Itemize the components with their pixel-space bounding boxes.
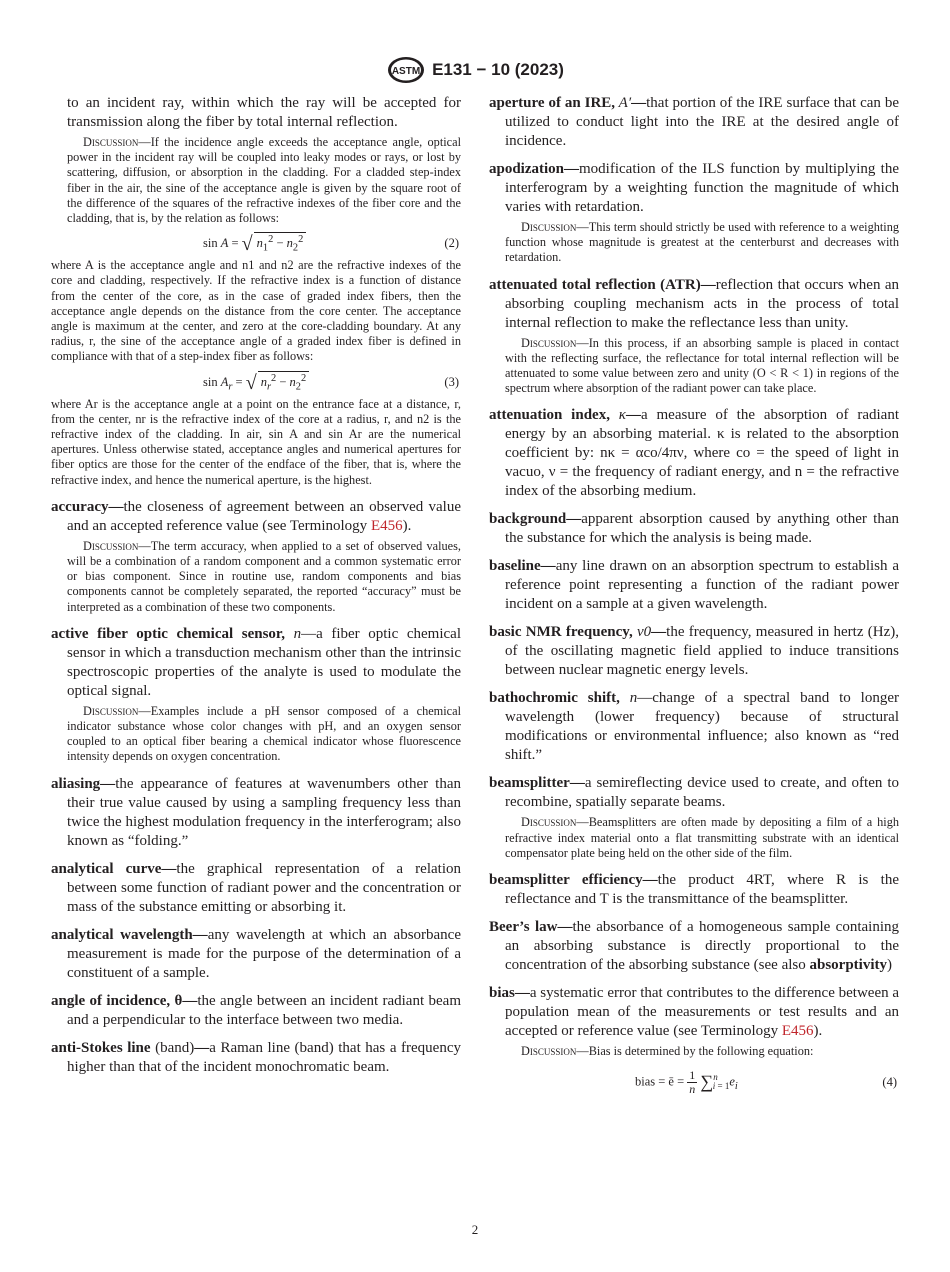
discussion-acceptance-b: where A is the acceptance angle and n1 and n2 are the refractive indexes of the core and cladding, respectively. If the refractive index is a function of distance from the center of the core, as in the case of graded index fibers, then the acceptance angle depends on the distance from the core center. The acceptance angle is maximum at the center, and zero at the core-cladding boundary. At any radius, r, the sine of the acceptance angle of a graded index fiber is defined in compliance with that of a step-index fiber as follows: <box>51 258 461 364</box>
entry-background: background—apparent absorption caused by anything other than the substance for which the analysis is being made. <box>489 511 899 547</box>
entry-bathochromic: bathochromic shift, n—change of a spectral band to longer wavelength (lower frequency) because of structural modifications or environmental influence; also known as “red shift.” <box>489 690 899 764</box>
entry-angle-of-incidence: angle of incidence, θ—the angle between an incident radiant beam and a perpendicular to the interface between two media. <box>51 992 461 1028</box>
discussion-apodization: Discussion—This term should strictly be used with reference to a weighting function whose magnitude is greatest at the centerburst and decreases with retardation. <box>505 220 899 265</box>
entry-beers-law: Beer’s law—the absorbance of a homogeneous sample containing an absorbing substance is directly proportional to the concentration of the absorbing substance (see also absorptivity) <box>489 919 899 974</box>
discussion-atr: Discussion—In this process, if an absorbing sample is placed in contact with the reflecting surface, the reflectance for total internal reflection will be attenuated to some value between zero and unity (O < R < 1) in regions of the spectrum where absorption of the radiant power can take place. <box>505 335 899 396</box>
right-column <box>489 94 899 1099</box>
entry-analytical-curve: analytical curve—the graphical representation of a relation between some function of radiant power and the concentration or mass of the substance emitting or absorbing it. <box>51 860 461 915</box>
discussion-bias: Discussion—Bias is determined by the following equation: <box>521 1044 814 1059</box>
entry-basic-nmr: basic NMR frequency, ν0—the frequency, measured in hertz (Hz), of the oscillating magnetic field applied to induce transitions between nuclear magnetic energy levels. <box>489 624 899 679</box>
equation-4 <box>489 1063 899 1099</box>
equation-4-expression: bias = ē = $\frac{1}{n} \sum^n_{i = 1}e_i$ <box>635 1068 738 1097</box>
discussion-acceptance-c: where Ar is the acceptance angle at a point on the entrance face at a distance, r, from the center, nr is the refractive index of the core at a radius, r, and n2 is the refractive index of the cladding. In air, sin A and sin Ar are the numerical apertures. Unless otherwise stated, acceptance angles and numerical apertures for fiber optics are those for the center of the endface of the fiber, that is, where the refractive index, and hence the numerical aperture, is the highest. <box>51 396 461 487</box>
entry-aliasing: aliasing—the appearance of features at wavenumbers other than their true value caused by using a sampling frequency less than twice the highest modulation frequency in the interferogram; also known as “folding.” <box>51 775 461 849</box>
discussion-beamsplitter: Discussion—Beamsplitters are often made by depositing a film of a high refractive index material onto a flat transmitting substrate with an identical compensator plate being held on the other side of the film. <box>505 815 899 860</box>
left-column <box>51 94 461 1086</box>
entry-active-sensor: active fiber optic chemical sensor, n—a fiber optic chemical sensor in which a transduction mechanism other than the intrinsic spectroscopic properties of the analyte is used to modulate the optical signal. <box>51 625 461 699</box>
entry-baseline: baseline—any line drawn on an absorption spectrum to establish a reference point representing a function of the radiant power incident on a sample at a given wavelength. <box>489 558 899 613</box>
discussion-accuracy: Discussion—The term accuracy, when applied to a set of observed values, will be a combination of a random component and a common systematic error or bias component. Since in routine use, random components and bias components cannot be completely separated, the reported “accuracy” must be interpreted as a combination of these two components. <box>67 538 461 614</box>
equation-3-expression: $\sin A_r$ = √ $n_r^2 - n_2^2$ <box>203 371 309 395</box>
equation-number: (4) <box>882 1075 897 1090</box>
entry-accuracy: accuracy—the closeness of agreement between an observed value and an accepted reference value (see Terminology E456). <box>51 498 461 534</box>
entry-anti-stokes: anti-Stokes line (band)—a Raman line (band) that has a frequency higher than that of the incident monochromatic beam. <box>51 1039 461 1075</box>
entry-aperture-ire: aperture of an IRE, A′—that portion of the IRE surface that can be utilized to conduct light into the IRE at the desired angle of incidence. <box>489 95 899 149</box>
entry-analytical-wavelength: analytical wavelength—any wavelength at which an absorbance measurement is made for the purpose of the determination of a constituent of a sample. <box>51 926 462 981</box>
astm-logo-icon <box>386 56 426 84</box>
document-id: E131 − 10 (2023) <box>432 60 564 79</box>
entry-attenuation-index: attenuation index, κ—a measure of the absorption of radiant energy by an absorbing material. κ is related to the absorption coefficient by: nκ = αco/4πν, where co = the speed of light in vacuo, ν = the frequency of radiant energy, and n = the refractive index of the absorbing medium. <box>489 407 899 500</box>
svg-text:ASTM: ASTM <box>391 66 421 77</box>
page-number: 2 <box>471 1222 479 1237</box>
equation-number: (3) <box>444 374 459 389</box>
link-e456[interactable]: E456 <box>781 1023 814 1040</box>
equation-2 <box>51 228 461 258</box>
entry-atr: attenuated total reflection (ATR)—reflection that occurs when an absorbing coupling mechanism acts in the process of total internal reflection to make the reflectance less than unity. <box>489 276 899 331</box>
equation-2-expression: sin A = √ $n_1^2 - n_2^2$ <box>203 232 306 256</box>
entry-bias: bias—a systematic error that contributes to the difference between a population mean of the measurements or test results and an accepted or reference value (see Terminology E456). <box>489 985 900 1040</box>
equation-number: (2) <box>444 236 459 251</box>
page-header <box>0 56 950 84</box>
entry-beamsplitter-efficiency: beamsplitter efficiency—the product 4RT, where R is the reflectance and T is the transmittance of the beamsplitter. <box>489 872 900 908</box>
entry-apodization: apodization—modification of the ILS function by multiplying the interferogram by a weighting function the magnitude of which varies with retardation. <box>489 161 899 215</box>
discussion-acceptance: Discussion—If the incidence angle exceeds the acceptance angle, optical power in the incident ray will be coupled into leaky modes or rays, or lost by scattering, diffusion, or absorption in the cladding. For a cladded step-index fiber in the air, the sine of the acceptance angle is given by the square root of the difference of the squares of the refractive indexes of the fiber core and the cladding, that is, by the relation as follows: <box>67 135 461 226</box>
equation-3 <box>51 367 461 397</box>
link-e456[interactable]: E456 <box>370 517 403 534</box>
discussion-active-sensor: Discussion—Examples include a pH sensor composed of a chemical indicator substance whose color changes with pH, and an oxygen sensor coupled to an optical fiber bearing a chemical indicator whose fluorescence intensity depends on oxygen concentration. <box>67 703 461 764</box>
entry-beamsplitter: beamsplitter—a semireflecting device used to create, and often to recombine, spatially separate beams. <box>489 775 899 811</box>
intro-continuation: to an incident ray, within which the ray will be accepted for transmission along the fiber by total internal reflection. <box>67 95 461 130</box>
